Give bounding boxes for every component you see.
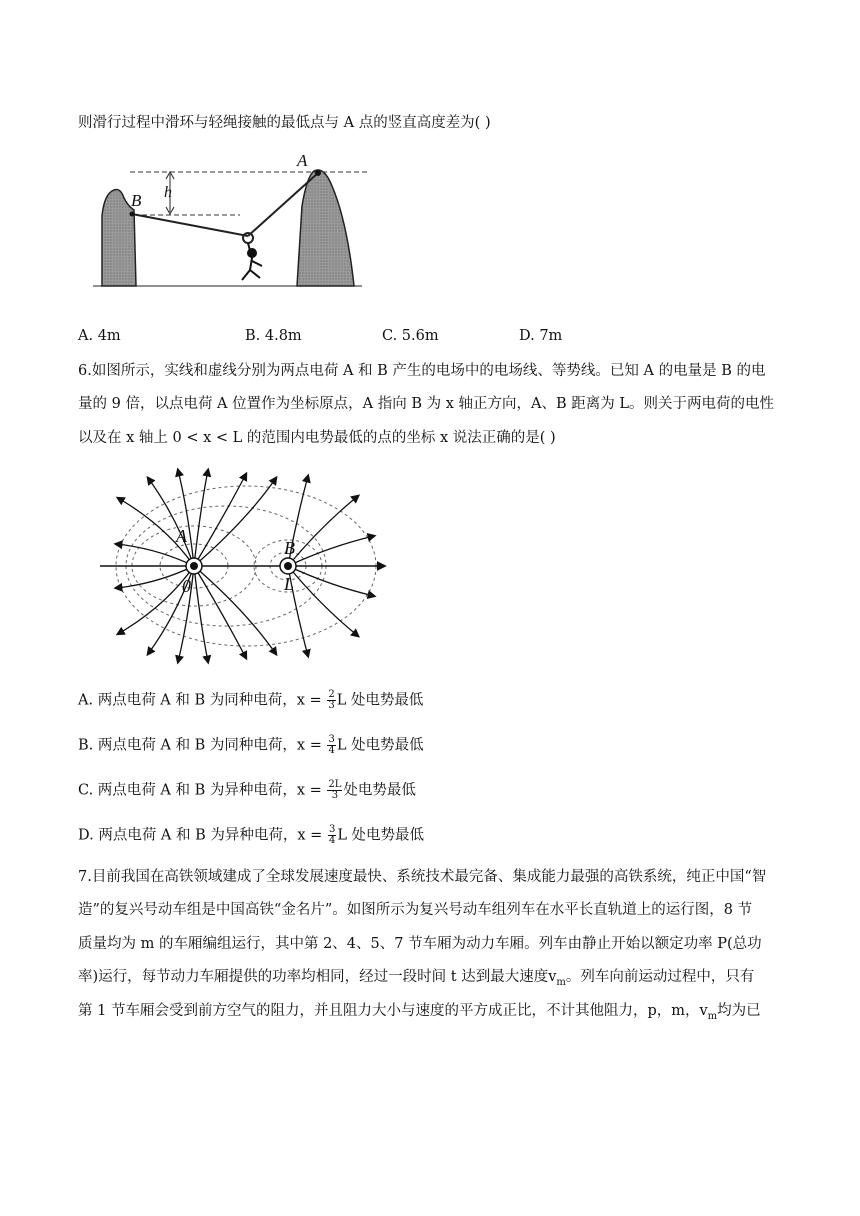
- q6-option-a-suffix: L 处电势最低: [336, 692, 424, 709]
- q6-option-d-prefix: D. 两点电荷 A 和 B 为异种电荷，x =: [78, 827, 327, 844]
- q6-option-c-prefix: C. 两点电荷 A 和 B 为异种电荷，x =: [78, 782, 327, 799]
- q6-option-b[interactable]: [78, 735, 424, 756]
- label-h: h: [164, 184, 172, 201]
- q6-option-d-suffix: L 处电势最低: [337, 827, 425, 844]
- label-charge-a: A: [176, 526, 187, 546]
- q7-line-2: 造”的复兴号动车组是中国高铁“金名片”。如图所示为复兴号动车组列车在水平长直轨道上的运行图，8 节: [78, 902, 753, 918]
- label-distance: L: [284, 574, 295, 594]
- q6-option-d[interactable]: [78, 825, 424, 846]
- q5-stem-tail: 则滑行过程中滑环与轻绳接触的最低点与 A 点的竖直高度差为( ): [78, 115, 491, 131]
- q7-line-3: 质量均为 m 的车厢编组运行，其中第 2、4、5、7 节车厢为动力车厢。列车由静止开始以额定功率 P(总功: [78, 936, 762, 952]
- q6-option-b-prefix: B. 两点电荷 A 和 B 为同种电荷，x =: [78, 737, 327, 754]
- q6-option-a-prefix: A. 两点电荷 A 和 B 为同种电荷，x =: [78, 692, 327, 709]
- q6-option-a-fraction: $\frac{2}{3}$: [328, 689, 335, 711]
- q5-option-b[interactable]: B. 4.8m: [245, 328, 302, 344]
- q6-option-c-fraction: $\frac{2L}{3}$: [328, 779, 342, 801]
- q6-field-figure: [96, 466, 396, 678]
- q5-option-a[interactable]: A. 4m: [78, 328, 121, 344]
- q6-line-3: 以及在 x 轴上 0 < x < L 的范围内电势最低的点的坐标 x 说法正确的是( ): [78, 430, 556, 446]
- q7-line-5: 第 1 节车厢会受到前方空气的阻力，并且阻力大小与速度的平方成正比，不计其他阻力，p，m，$v_m$均为已: [78, 1003, 761, 1022]
- q5-option-c[interactable]: C. 5.6m: [382, 328, 439, 344]
- label-b: B: [131, 191, 142, 210]
- rope: [132, 214, 248, 236]
- label-a: A: [297, 151, 308, 170]
- right-cliff: [297, 170, 354, 286]
- charge-a: [186, 558, 202, 574]
- q6-option-c-suffix: 处电势最低: [343, 782, 416, 799]
- q6-option-a[interactable]: [78, 690, 423, 711]
- q5-figure: [92, 146, 372, 296]
- label-origin: 0: [182, 576, 191, 596]
- q5-option-d[interactable]: D. 7m: [519, 328, 563, 344]
- label-charge-b: B: [284, 538, 295, 558]
- slide-ring: [243, 233, 253, 243]
- q6-line-2: 量的 9 倍，以点电荷 A 位置作为坐标原点，A 指向 B 为 x 轴正方向，A、B 距离为 L。则关于两电荷的电性: [78, 396, 774, 412]
- q7-line-1: 7.目前我国在高铁领域建成了全球发展速度最快、系统技术最完备、集成能力最强的高铁系统，纯正中国“智: [78, 869, 767, 885]
- q6-option-c[interactable]: [78, 780, 416, 801]
- person-figure: [242, 243, 262, 280]
- q7-line-4: 率)运行，每节动力车厢提供的功率均相同，经过一段时间 t 达到最大速度$v_m$。列车向前运动过程中，只有: [78, 969, 755, 988]
- q6-option-d-fraction: $\frac{3}{4}$: [328, 824, 336, 846]
- q6-line-1: 6.如图所示，实线和虚线分别为两点电荷 A 和 B 产生的电场中的电场线、等势线。已知 A 的电量是 B 的电: [78, 363, 766, 379]
- q6-option-b-suffix: L 处电势最低: [336, 737, 424, 754]
- q6-option-b-fraction: $\frac{3}{4}$: [328, 734, 335, 756]
- charge-b: [280, 558, 296, 574]
